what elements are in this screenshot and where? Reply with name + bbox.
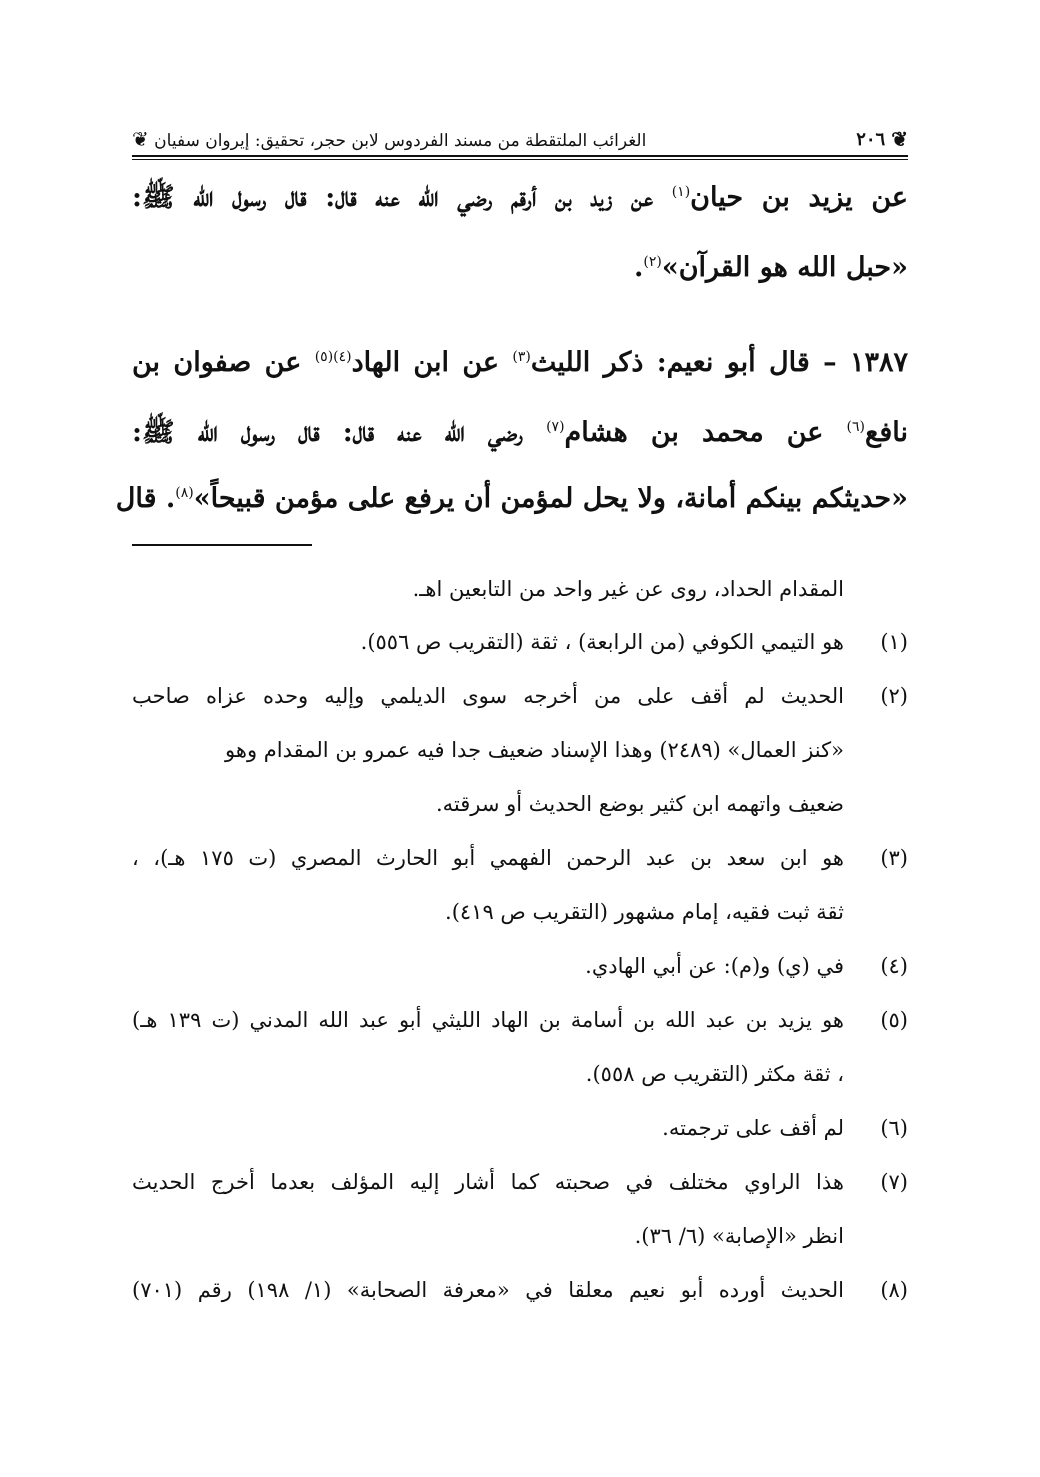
footnote-6	[132, 1116, 908, 1150]
footnote-4	[132, 954, 908, 988]
footnote-marker: (٨)	[175, 485, 194, 501]
footnote-text: هو التيمي الكوفي (من الرابعة) ، ثقة (التقريب ص ٥٥٦).	[360, 630, 844, 654]
footnote-continuation-text: المقدام الحداد، روى عن غير واحد من التابعين اهـ.	[412, 577, 844, 601]
ornament-icon: ❦	[891, 127, 908, 151]
footnote-text: ضعيف واتهمه ابن كثير بوضع الحديث أو سرقته.	[435, 792, 844, 816]
footnote-text: الحديث لم أقف على من أخرجه سوى الديلمي وإليه وحده عزاه صاحب	[132, 684, 844, 708]
footnote-continuation	[132, 577, 908, 611]
footnote-text: في (ي) و(م): عن أبي الهادي.	[585, 954, 844, 978]
footnote-2	[132, 684, 908, 718]
footnote-marker: (٦)	[846, 419, 865, 435]
footnote-number: (٤)	[880, 954, 908, 978]
footnote-3-line-2	[132, 900, 908, 934]
footnote-text: انظر «الإصابة» (٦/ ٣٦).	[634, 1224, 844, 1248]
footnote-text: هو ابن سعد بن عبد الرحمن الفهمي أبو الحارث المصري (ت ١٧٥ هـ)، ،	[132, 846, 844, 870]
footnote-text: الحديث أورده أبو نعيم معلقا في «معرفة الصحابة» (١/ ١٩٨) رقم (٧٠١)	[132, 1278, 844, 1302]
book-title	[132, 127, 646, 151]
footnote-marker: (٣)	[512, 349, 531, 365]
footnote-8	[132, 1278, 908, 1312]
footnote-number: (٥)	[880, 1008, 908, 1032]
main-line-2: «حبل الله هو القرآن»$^{(٢)}$.	[633, 252, 908, 283]
footnote-2-line-3	[132, 792, 908, 826]
main-line-3: ١٣٨٧ – قال أبو نعيم: ذكر الليث$^{(٣)}$ عن ابن الهاد$^{(٤)(٥)}$ عن صفوان بن	[132, 347, 909, 378]
footnote-7	[132, 1170, 908, 1204]
footnote-marker: (٥)	[314, 349, 334, 365]
footnote-separator	[132, 544, 908, 546]
footnote-text: «كنز العمال» (٢٤٨٩) وهذا الإسناد ضعيف جدا فيه عمرو بن المقدام وهو	[225, 738, 844, 762]
footnote-marker: (١)	[671, 184, 691, 200]
page-number: ٢٠٦	[856, 128, 886, 150]
ornament-icon: ❦	[132, 127, 149, 151]
footnote-5-line-2	[132, 1062, 908, 1096]
footnote-number: (٣)	[880, 846, 908, 870]
main-line-4: نافع$^{(٦)}$ عن محمد بن هشام$^{(٧)}$ رضي الله عنه قال: قال رسول الله ﷺ:	[132, 417, 908, 448]
main-line-5: «حديثكم بينكم أمانة، ولا يحل لمؤمن أن يرفع على مؤمن قبيحاً»$^{(٨)}$. قال	[115, 483, 908, 514]
footnote-2-line-2	[132, 738, 908, 772]
running-header	[132, 124, 908, 154]
footnote-number: (٢)	[880, 684, 908, 708]
footnote-text: ثقة ثبت فقيه، إمام مشهور (التقريب ص ٤١٩).	[445, 900, 844, 924]
main-line-1: عن يزيد بن حيان$^{(١)}$ عن زيد بن أرقم رضي الله عنه قال: قال رسول الله ﷺ:	[132, 182, 908, 213]
footnote-number: (٦)	[880, 1116, 908, 1140]
footnote-number: (٧)	[880, 1170, 908, 1194]
footnote-text: هو يزيد بن عبد الله بن أسامة بن الهاد الليثي أبو عبد الله المدني (ت ١٣٩ هـ)	[132, 1008, 844, 1032]
footnote-1	[132, 630, 908, 664]
footnote-3	[132, 846, 908, 880]
book-title-text: الغرائب الملتقطة من مسند الفردوس لابن حجر، تحقيق: إيروان سفيان	[154, 131, 647, 151]
header-rule-thin	[132, 159, 908, 160]
footnote-text: هذا الراوي مختلف في صحبته كما أشار إليه المؤلف بعدما أخرج الحديث	[132, 1170, 844, 1194]
footnote-text: ، ثقة مكثر (التقريب ص ٥٥٨).	[585, 1062, 844, 1086]
footnote-marker: (٢)	[643, 254, 662, 270]
footnote-7-line-2	[132, 1224, 908, 1258]
footnote-number: (١)	[880, 630, 908, 654]
footnote-number: (٨)	[880, 1278, 908, 1302]
footnote-text: لم أقف على ترجمته.	[662, 1116, 844, 1140]
page-number-group	[856, 127, 908, 151]
footnote-5	[132, 1008, 908, 1042]
footnote-marker: (٤)	[333, 349, 352, 365]
footnote-marker: (٧)	[546, 419, 565, 435]
header-rule	[132, 155, 908, 157]
